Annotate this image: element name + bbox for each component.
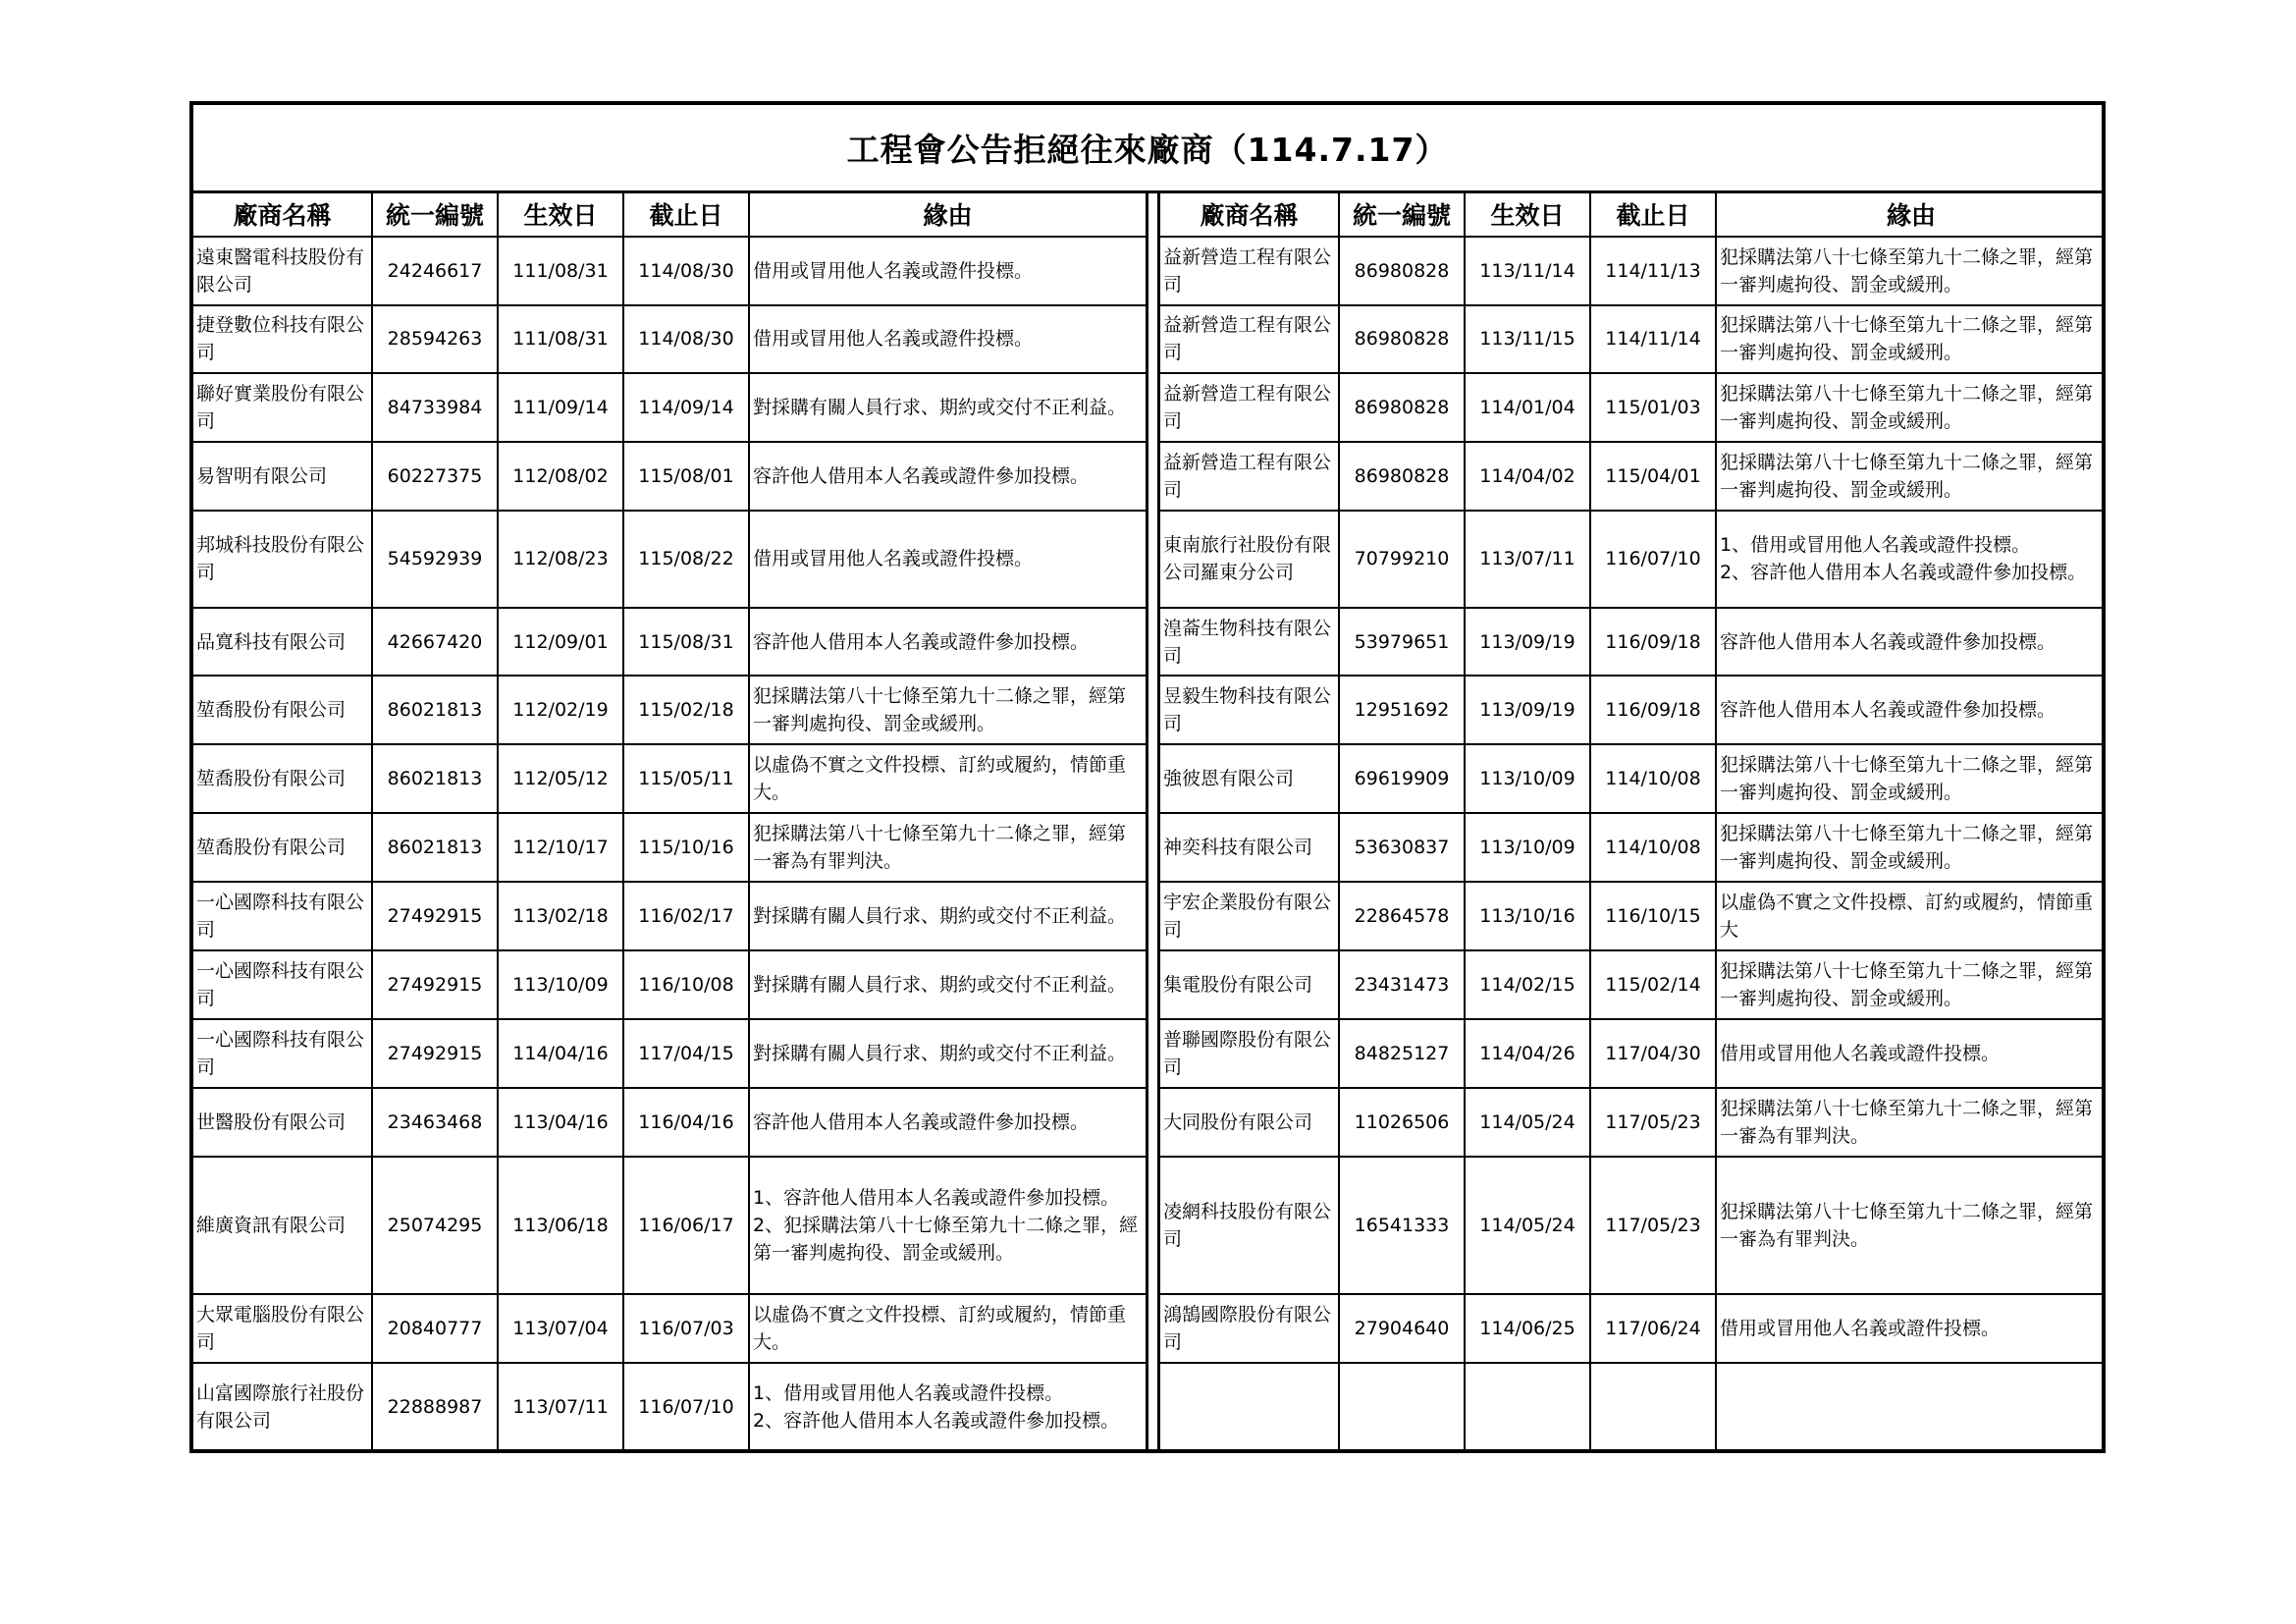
tax-id-cell: 11026506 <box>1339 1088 1465 1157</box>
reason-cell: 容許他人借用本人名義或證件參加投標。 <box>749 442 1146 511</box>
tax-id-cell: 20840777 <box>372 1294 498 1363</box>
table-row <box>1160 237 2106 305</box>
reason-cell: 借用或冒用他人名義或證件投標。 <box>749 511 1146 607</box>
end-date-cell: 114/11/14 <box>1590 305 1716 374</box>
table-row <box>1160 608 2106 677</box>
reason-cell: 以虛偽不實之文件投標、訂約或履約，情節重大。 <box>749 744 1146 813</box>
reason-cell: 對採購有關人員行求、期約或交付不正利益。 <box>749 1019 1146 1088</box>
start-date-cell <box>1465 1363 1590 1450</box>
start-date-cell: 114/02/15 <box>1465 950 1590 1019</box>
end-date-cell: 116/09/18 <box>1590 676 1716 744</box>
vendor-name-cell: 昱毅生物科技有限公司 <box>1160 676 1339 744</box>
start-date-cell: 111/08/31 <box>498 305 623 374</box>
vendor-name-cell: 東南旅行社股份有限公司羅東分公司 <box>1160 511 1339 607</box>
tax-id-cell: 16541333 <box>1339 1157 1465 1294</box>
vendor-name-cell: 益新營造工程有限公司 <box>1160 442 1339 511</box>
table-row <box>193 1157 1146 1294</box>
end-date-cell: 117/06/24 <box>1590 1294 1716 1363</box>
end-date-cell: 115/04/01 <box>1590 442 1716 511</box>
vendor-name-cell: 一心國際科技有限公司 <box>193 882 372 950</box>
vendor-name-cell: 易智明有限公司 <box>193 442 372 511</box>
tax-id-cell: 25074295 <box>372 1157 498 1294</box>
reason-cell: 犯採購法第八十七條至第九十二條之罪，經第一審判處拘役、罰金或緩刑。 <box>1716 305 2106 374</box>
tax-id-cell: 27492915 <box>372 1019 498 1088</box>
reason-cell: 容許他人借用本人名義或證件參加投標。 <box>1716 676 2106 744</box>
start-date-cell: 114/04/16 <box>498 1019 623 1088</box>
vendor-name-cell: 大同股份有限公司 <box>1160 1088 1339 1157</box>
table-row <box>193 442 1146 511</box>
start-date-cell: 112/09/01 <box>498 608 623 677</box>
tax-id-cell: 28594263 <box>372 305 498 374</box>
start-date-cell: 113/07/11 <box>498 1363 623 1450</box>
vendor-name-cell: 集電股份有限公司 <box>1160 950 1339 1019</box>
tax-id-cell: 86980828 <box>1339 237 1465 305</box>
vendor-name-cell: 堃喬股份有限公司 <box>193 676 372 744</box>
reason-cell: 借用或冒用他人名義或證件投標。 <box>749 305 1146 374</box>
tax-id-cell: 42667420 <box>372 608 498 677</box>
reason-cell: 借用或冒用他人名義或證件投標。 <box>1716 1019 2106 1088</box>
vendor-name-cell: 凌網科技股份有限公司 <box>1160 1157 1339 1294</box>
reason-cell: 容許他人借用本人名義或證件參加投標。 <box>749 608 1146 677</box>
column-header-start-date: 生效日 <box>498 193 623 237</box>
tax-id-cell: 23463468 <box>372 1088 498 1157</box>
reason-cell: 犯採購法第八十七條至第九十二條之罪，經第一審判處拘役、罰金或緩刑。 <box>1716 237 2106 305</box>
reason-cell: 1、借用或冒用他人名義或證件投標。 2、容許他人借用本人名義或證件參加投標。 <box>1716 511 2106 607</box>
reason-cell: 犯採購法第八十七條至第九十二條之罪，經第一審為有罪判決。 <box>1716 1088 2106 1157</box>
column-header-tax-id: 統一編號 <box>372 193 498 237</box>
reason-cell <box>1716 1363 2106 1450</box>
start-date-cell: 113/07/04 <box>498 1294 623 1363</box>
table-row <box>1160 1363 2106 1450</box>
column-header-reason: 緣由 <box>749 193 1146 237</box>
end-date-cell: 114/10/08 <box>1590 813 1716 882</box>
start-date-cell: 111/08/31 <box>498 237 623 305</box>
tax-id-cell: 27492915 <box>372 882 498 950</box>
vendor-name-cell: 益新營造工程有限公司 <box>1160 305 1339 374</box>
start-date-cell: 113/11/15 <box>1465 305 1590 374</box>
table-row <box>1160 744 2106 813</box>
start-date-cell: 114/06/25 <box>1465 1294 1590 1363</box>
vendor-name-cell: 遠東醫電科技股份有限公司 <box>193 237 372 305</box>
reason-cell: 1、容許他人借用本人名義或證件參加投標。 2、犯採購法第八十七條至第九十二條之罪，經第一審判處拘役、罰金或緩刑。 <box>749 1157 1146 1294</box>
vendor-name-cell: 品寬科技有限公司 <box>193 608 372 677</box>
right-table-container <box>1157 193 2106 1450</box>
table-row <box>1160 813 2106 882</box>
table-row <box>1160 950 2106 1019</box>
tax-id-cell: 86021813 <box>372 744 498 813</box>
vendor-name-cell: 聯好實業股份有限公司 <box>193 373 372 442</box>
table-row <box>193 1363 1146 1450</box>
tax-id-cell: 53979651 <box>1339 608 1465 677</box>
column-header-tax-id: 統一編號 <box>1339 193 1465 237</box>
start-date-cell: 113/07/11 <box>1465 511 1590 607</box>
tax-id-cell: 84825127 <box>1339 1019 1465 1088</box>
tax-id-cell: 69619909 <box>1339 744 1465 813</box>
start-date-cell: 113/10/09 <box>1465 813 1590 882</box>
start-date-cell: 112/05/12 <box>498 744 623 813</box>
tax-id-cell: 86980828 <box>1339 442 1465 511</box>
table-row <box>193 608 1146 677</box>
start-date-cell: 113/10/09 <box>498 950 623 1019</box>
table-row <box>1160 511 2106 607</box>
start-date-cell: 113/10/16 <box>1465 882 1590 950</box>
end-date-cell: 115/05/11 <box>623 744 749 813</box>
vendor-name-cell: 大眾電腦股份有限公司 <box>193 1294 372 1363</box>
end-date-cell: 116/10/15 <box>1590 882 1716 950</box>
end-date-cell <box>1590 1363 1716 1450</box>
start-date-cell: 112/08/02 <box>498 442 623 511</box>
column-header-vendor-name: 廠商名稱 <box>193 193 372 237</box>
reason-cell: 以虛偽不實之文件投標、訂約或履約，情節重大 <box>1716 882 2106 950</box>
tax-id-cell: 27492915 <box>372 950 498 1019</box>
end-date-cell: 117/04/30 <box>1590 1019 1716 1088</box>
reason-cell: 以虛偽不實之文件投標、訂約或履約，情節重大。 <box>749 1294 1146 1363</box>
reason-cell: 犯採購法第八十七條至第九十二條之罪，經第一審為有罪判決。 <box>749 813 1146 882</box>
end-date-cell: 116/06/17 <box>623 1157 749 1294</box>
table-row <box>193 1088 1146 1157</box>
table-row <box>193 676 1146 744</box>
column-header-start-date: 生效日 <box>1465 193 1590 237</box>
tax-id-cell: 24246617 <box>372 237 498 305</box>
table-row <box>1160 442 2106 511</box>
table-row <box>1160 1157 2106 1294</box>
end-date-cell: 115/02/18 <box>623 676 749 744</box>
end-date-cell: 115/10/16 <box>623 813 749 882</box>
vendor-name-cell <box>1160 1363 1339 1450</box>
end-date-cell: 114/10/08 <box>1590 744 1716 813</box>
reason-cell: 犯採購法第八十七條至第九十二條之罪，經第一審判處拘役、罰金或緩刑。 <box>749 676 1146 744</box>
column-header-reason: 緣由 <box>1716 193 2106 237</box>
column-header-end-date: 截止日 <box>623 193 749 237</box>
vendor-name-cell: 一心國際科技有限公司 <box>193 950 372 1019</box>
vendor-name-cell: 邦城科技股份有限公司 <box>193 511 372 607</box>
vendor-name-cell: 山富國際旅行社股份有限公司 <box>193 1363 372 1450</box>
reason-cell: 容許他人借用本人名義或證件參加投標。 <box>1716 608 2106 677</box>
tax-id-cell: 23431473 <box>1339 950 1465 1019</box>
tax-id-cell: 86980828 <box>1339 305 1465 374</box>
reason-cell: 犯採購法第八十七條至第九十二條之罪，經第一審判處拘役、罰金或緩刑。 <box>1716 950 2106 1019</box>
table-row <box>1160 1019 2106 1088</box>
vendor-name-cell: 維廣資訊有限公司 <box>193 1157 372 1294</box>
table-row <box>1160 373 2106 442</box>
tax-id-cell: 70799210 <box>1339 511 1465 607</box>
tax-id-cell: 86021813 <box>372 813 498 882</box>
reason-cell: 對採購有關人員行求、期約或交付不正利益。 <box>749 373 1146 442</box>
reason-cell: 犯採購法第八十七條至第九十二條之罪，經第一審判處拘役、罰金或緩刑。 <box>1716 442 2106 511</box>
tax-id-cell: 22864578 <box>1339 882 1465 950</box>
end-date-cell: 114/09/14 <box>623 373 749 442</box>
end-date-cell: 116/07/03 <box>623 1294 749 1363</box>
start-date-cell: 113/02/18 <box>498 882 623 950</box>
tax-id-cell: 12951692 <box>1339 676 1465 744</box>
reason-cell: 1、借用或冒用他人名義或證件投標。 2、容許他人借用本人名義或證件參加投標。 <box>749 1363 1146 1450</box>
vendor-name-cell: 湟菕生物科技有限公司 <box>1160 608 1339 677</box>
vendor-name-cell: 堃喬股份有限公司 <box>193 744 372 813</box>
vendor-table-sheet <box>189 101 2106 1453</box>
table-row <box>193 1294 1146 1363</box>
reason-cell: 容許他人借用本人名義或證件參加投標。 <box>749 1088 1146 1157</box>
end-date-cell: 116/07/10 <box>623 1363 749 1450</box>
start-date-cell: 112/10/17 <box>498 813 623 882</box>
table-row <box>1160 676 2106 744</box>
table-row <box>1160 1294 2106 1363</box>
table-row <box>1160 1088 2106 1157</box>
start-date-cell: 112/08/23 <box>498 511 623 607</box>
end-date-cell: 117/05/23 <box>1590 1088 1716 1157</box>
start-date-cell: 112/02/19 <box>498 676 623 744</box>
end-date-cell: 116/07/10 <box>1590 511 1716 607</box>
reason-cell: 借用或冒用他人名義或證件投標。 <box>1716 1294 2106 1363</box>
vendor-name-cell: 神奕科技有限公司 <box>1160 813 1339 882</box>
start-date-cell: 113/11/14 <box>1465 237 1590 305</box>
vendor-name-cell: 鴻鵠國際股份有限公司 <box>1160 1294 1339 1363</box>
end-date-cell: 114/11/13 <box>1590 237 1716 305</box>
end-date-cell: 117/05/23 <box>1590 1157 1716 1294</box>
table-row <box>193 744 1146 813</box>
end-date-cell: 115/02/14 <box>1590 950 1716 1019</box>
reason-cell: 對採購有關人員行求、期約或交付不正利益。 <box>749 950 1146 1019</box>
tax-id-cell: 84733984 <box>372 373 498 442</box>
vendor-name-cell: 益新營造工程有限公司 <box>1160 237 1339 305</box>
table-row <box>193 882 1146 950</box>
left-vendor-table <box>193 193 1146 1450</box>
tax-id-cell: 60227375 <box>372 442 498 511</box>
vendor-name-cell: 強彼恩有限公司 <box>1160 744 1339 813</box>
table-row <box>193 813 1146 882</box>
right-vendor-table <box>1160 193 2106 1450</box>
start-date-cell: 114/04/02 <box>1465 442 1590 511</box>
end-date-cell: 115/01/03 <box>1590 373 1716 442</box>
column-header-end-date: 截止日 <box>1590 193 1716 237</box>
end-date-cell: 116/09/18 <box>1590 608 1716 677</box>
table-row <box>193 237 1146 305</box>
start-date-cell: 113/06/18 <box>498 1157 623 1294</box>
end-date-cell: 114/08/30 <box>623 237 749 305</box>
table-row <box>193 511 1146 607</box>
start-date-cell: 113/10/09 <box>1465 744 1590 813</box>
table-row <box>193 1019 1146 1088</box>
end-date-cell: 114/08/30 <box>623 305 749 374</box>
tax-id-cell: 53630837 <box>1339 813 1465 882</box>
start-date-cell: 114/05/24 <box>1465 1088 1590 1157</box>
start-date-cell: 113/09/19 <box>1465 676 1590 744</box>
header-row <box>193 193 1146 237</box>
reason-cell: 借用或冒用他人名義或證件投標。 <box>749 237 1146 305</box>
table-row <box>1160 882 2106 950</box>
table-row <box>193 373 1146 442</box>
document-title: 工程會公告拒絕往來廠商（114.7.17） <box>193 105 2102 193</box>
end-date-cell: 117/04/15 <box>623 1019 749 1088</box>
left-table-container <box>193 193 1148 1450</box>
vendor-name-cell: 益新營造工程有限公司 <box>1160 373 1339 442</box>
tax-id-cell <box>1339 1363 1465 1450</box>
vendor-name-cell: 捷登數位科技有限公司 <box>193 305 372 374</box>
tax-id-cell: 27904640 <box>1339 1294 1465 1363</box>
end-date-cell: 115/08/01 <box>623 442 749 511</box>
column-header-vendor-name: 廠商名稱 <box>1160 193 1339 237</box>
table-row <box>193 305 1146 374</box>
end-date-cell: 116/02/17 <box>623 882 749 950</box>
tax-id-cell: 86021813 <box>372 676 498 744</box>
vendor-name-cell: 世醫股份有限公司 <box>193 1088 372 1157</box>
end-date-cell: 116/10/08 <box>623 950 749 1019</box>
end-date-cell: 115/08/31 <box>623 608 749 677</box>
vendor-name-cell: 堃喬股份有限公司 <box>193 813 372 882</box>
tax-id-cell: 86980828 <box>1339 373 1465 442</box>
reason-cell: 犯採購法第八十七條至第九十二條之罪，經第一審判處拘役、罰金或緩刑。 <box>1716 373 2106 442</box>
end-date-cell: 116/04/16 <box>623 1088 749 1157</box>
tax-id-cell: 54592939 <box>372 511 498 607</box>
end-date-cell: 115/08/22 <box>623 511 749 607</box>
reason-cell: 犯採購法第八十七條至第九十二條之罪，經第一審判處拘役、罰金或緩刑。 <box>1716 744 2106 813</box>
reason-cell: 犯採購法第八十七條至第九十二條之罪，經第一審為有罪判決。 <box>1716 1157 2106 1294</box>
start-date-cell: 114/05/24 <box>1465 1157 1590 1294</box>
vendor-name-cell: 一心國際科技有限公司 <box>193 1019 372 1088</box>
start-date-cell: 113/09/19 <box>1465 608 1590 677</box>
vendor-name-cell: 普聯國際股份有限公司 <box>1160 1019 1339 1088</box>
header-row <box>1160 193 2106 237</box>
reason-cell: 對採購有關人員行求、期約或交付不正利益。 <box>749 882 1146 950</box>
table-row <box>1160 305 2106 374</box>
vendor-name-cell: 宇宏企業股份有限公司 <box>1160 882 1339 950</box>
start-date-cell: 111/09/14 <box>498 373 623 442</box>
start-date-cell: 113/04/16 <box>498 1088 623 1157</box>
table-row <box>193 950 1146 1019</box>
start-date-cell: 114/01/04 <box>1465 373 1590 442</box>
reason-cell: 犯採購法第八十七條至第九十二條之罪，經第一審判處拘役、罰金或緩刑。 <box>1716 813 2106 882</box>
tax-id-cell: 22888987 <box>372 1363 498 1450</box>
start-date-cell: 114/04/26 <box>1465 1019 1590 1088</box>
